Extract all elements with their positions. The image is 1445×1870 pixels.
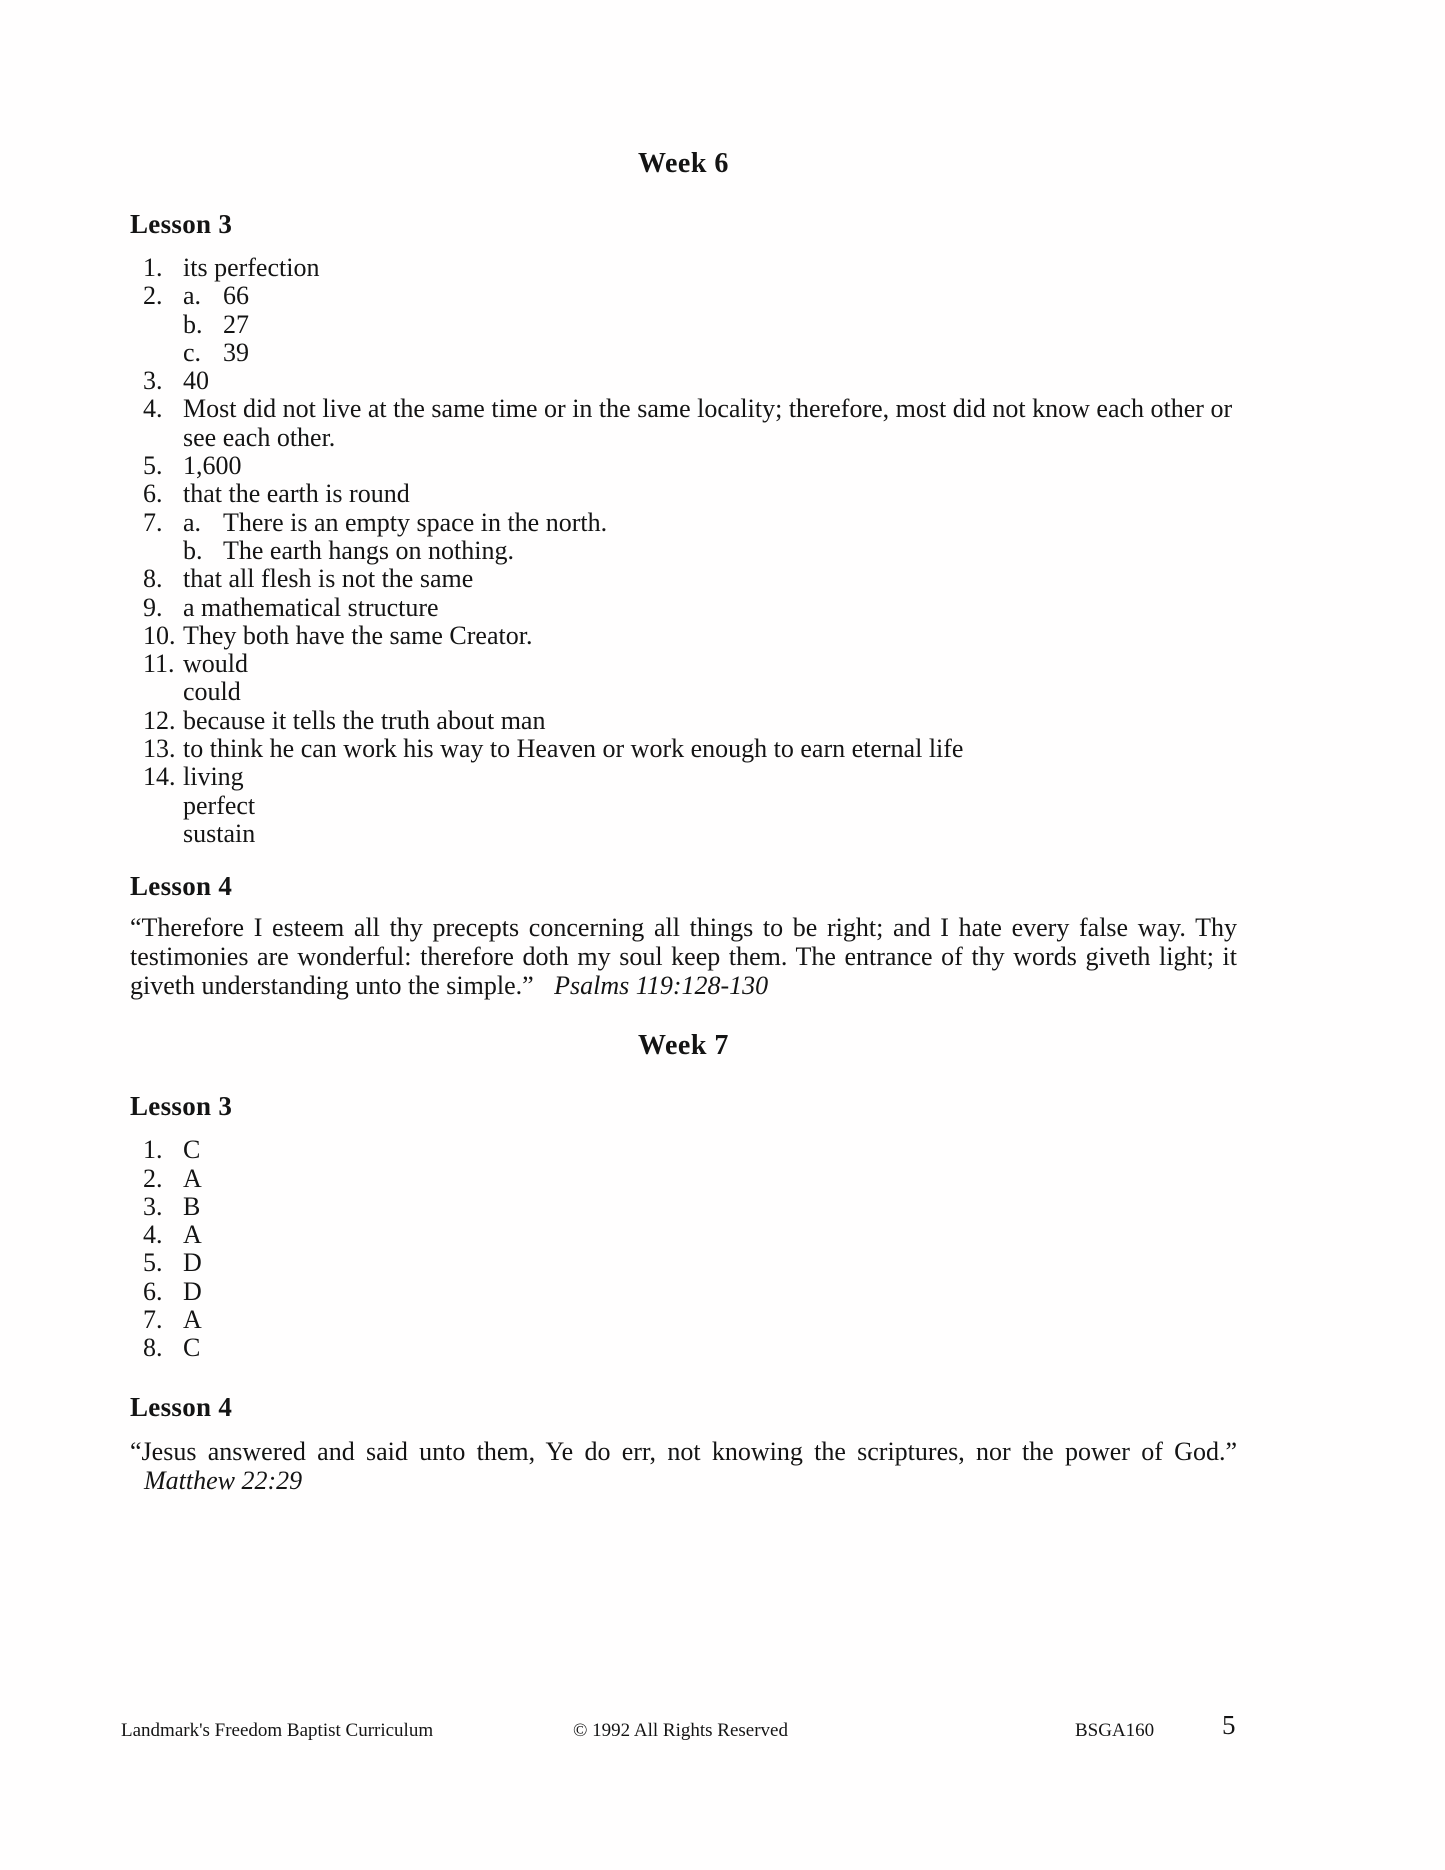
answer-number: 10. xyxy=(143,620,176,650)
answer-row xyxy=(143,650,1237,678)
answer-letter: a. xyxy=(183,281,202,311)
footer-page-number: 5 xyxy=(1222,1710,1236,1740)
answer-row xyxy=(143,565,1237,593)
answer-row xyxy=(143,1334,1237,1362)
answer-number: 4. xyxy=(143,394,163,424)
week6-lesson3-answer-list xyxy=(143,254,1237,848)
week6-lesson4-title: Lesson 4 xyxy=(130,871,233,902)
answer-text: that all flesh is not the same xyxy=(183,564,474,594)
answer-text: A xyxy=(183,1220,202,1250)
answer-row xyxy=(143,1306,1237,1334)
week7-lesson3-answer-list xyxy=(143,1136,1237,1362)
week6-lesson4-quote xyxy=(130,913,1237,1000)
answer-number: 12. xyxy=(143,705,176,735)
scripture-quote-text: “Jesus answered and said unto them, Ye do err, not knowing the scriptures, nor the power of God.” xyxy=(130,1436,1237,1466)
answer-number: 4. xyxy=(143,1220,163,1250)
answer-row xyxy=(143,1249,1237,1277)
answer-text: 39 xyxy=(223,337,249,367)
week6-lesson3-title: Lesson 3 xyxy=(130,209,233,239)
week7-lesson4-title: Lesson 4 xyxy=(130,1391,233,1422)
answer-text: D xyxy=(183,1276,202,1306)
answer-number: 8. xyxy=(143,564,163,594)
answer-text: sustain xyxy=(183,818,256,848)
answer-row xyxy=(143,254,1237,282)
answer-letter: b. xyxy=(183,535,203,565)
answer-number: 2. xyxy=(143,281,163,311)
answer-row-continuation xyxy=(143,820,1237,848)
answer-text: that the earth is round xyxy=(183,479,410,509)
answer-row xyxy=(143,509,1237,537)
answer-row-continuation xyxy=(143,792,1237,820)
answer-number: 7. xyxy=(143,1305,163,1335)
answer-number: 2. xyxy=(143,1163,163,1193)
answer-text: 27 xyxy=(223,309,249,339)
answer-row xyxy=(143,1136,1237,1164)
answer-text: D xyxy=(183,1248,202,1278)
scripture-reference: Matthew 22:29 xyxy=(144,1465,303,1495)
answer-text: perfect xyxy=(183,790,256,820)
answer-text: They both have the same Creator. xyxy=(183,620,533,650)
answer-row xyxy=(143,480,1237,508)
answer-text: C xyxy=(183,1333,201,1363)
answer-number: 1. xyxy=(143,253,163,282)
answer-letter: b. xyxy=(183,309,203,339)
answer-row xyxy=(143,763,1237,791)
answer-row xyxy=(143,1165,1237,1193)
week-7-title: Week 7 xyxy=(638,1030,729,1062)
answer-row xyxy=(143,1193,1237,1221)
week7-lesson3-title: Lesson 3 xyxy=(130,1091,233,1122)
answer-text: C xyxy=(183,1135,201,1165)
answer-text: would xyxy=(183,649,248,679)
answer-row-continuation xyxy=(143,678,1237,706)
answer-row xyxy=(143,707,1237,735)
answer-number: 8. xyxy=(143,1333,163,1363)
answer-text: living xyxy=(183,762,244,792)
answer-row xyxy=(143,367,1237,395)
answer-text: B xyxy=(183,1191,201,1221)
answer-row xyxy=(143,594,1237,622)
answer-number: 5. xyxy=(143,1248,163,1278)
answer-row xyxy=(143,622,1237,650)
answer-text: Most did not live at the same time or in the same locality; therefore, most did not know each other or see each other. xyxy=(183,394,1233,452)
footer-publisher: Landmark's Freedom Baptist Curriculum xyxy=(121,1720,434,1741)
answer-row xyxy=(143,735,1237,763)
answer-text: 1,600 xyxy=(183,451,242,481)
answer-row xyxy=(143,1221,1237,1249)
answer-row xyxy=(143,537,1237,565)
answer-row xyxy=(143,311,1237,339)
answer-number: 9. xyxy=(143,592,163,622)
answer-row xyxy=(143,452,1237,480)
week-6-title: Week 6 xyxy=(638,148,729,179)
answer-number: 3. xyxy=(143,366,163,396)
answer-number: 14. xyxy=(143,762,176,792)
answer-row xyxy=(143,1278,1237,1306)
answer-text: A xyxy=(183,1305,202,1335)
answer-text: 66 xyxy=(223,281,249,311)
answer-row xyxy=(143,339,1237,367)
footer-course-code: BSGA160 xyxy=(1075,1720,1155,1741)
answer-row xyxy=(143,282,1237,310)
answer-text: A xyxy=(183,1163,202,1193)
answer-text: There is an empty space in the north. xyxy=(223,507,608,537)
answer-text: to think he can work his way to Heaven or work enough to earn eternal life xyxy=(183,734,964,764)
answer-text: its perfection xyxy=(183,253,320,282)
scripture-reference: Psalms 119:128-130 xyxy=(554,971,769,1001)
answer-number: 13. xyxy=(143,734,176,764)
answer-text: The earth hangs on nothing. xyxy=(223,535,514,565)
answer-number: 1. xyxy=(143,1135,163,1165)
answer-number: 6. xyxy=(143,1276,163,1306)
answer-number: 5. xyxy=(143,451,163,481)
answer-text: because it tells the truth about man xyxy=(183,705,546,735)
answer-text: a mathematical structure xyxy=(183,592,439,622)
answer-text: could xyxy=(183,677,241,707)
answer-number: 7. xyxy=(143,507,163,537)
answer-number: 3. xyxy=(143,1191,163,1221)
answer-letter: a. xyxy=(183,507,202,537)
scripture-quote-text: “Therefore I esteem all thy precepts concerning all things to be right; and I hate every false way. Thy testimonies are wonderful: therefore doth my soul keep them. The entrance of thy words giveth light; it giveth understanding unto the simple.” xyxy=(130,913,1237,1001)
week7-lesson4-quote xyxy=(130,1437,1237,1495)
answer-letter: c. xyxy=(183,337,202,367)
answer-number: 6. xyxy=(143,479,163,509)
answer-row xyxy=(143,395,1237,452)
answer-text: 40 xyxy=(183,366,209,396)
footer-copyright: © 1992 All Rights Reserved xyxy=(573,1720,788,1741)
answer-number: 11. xyxy=(143,649,175,679)
